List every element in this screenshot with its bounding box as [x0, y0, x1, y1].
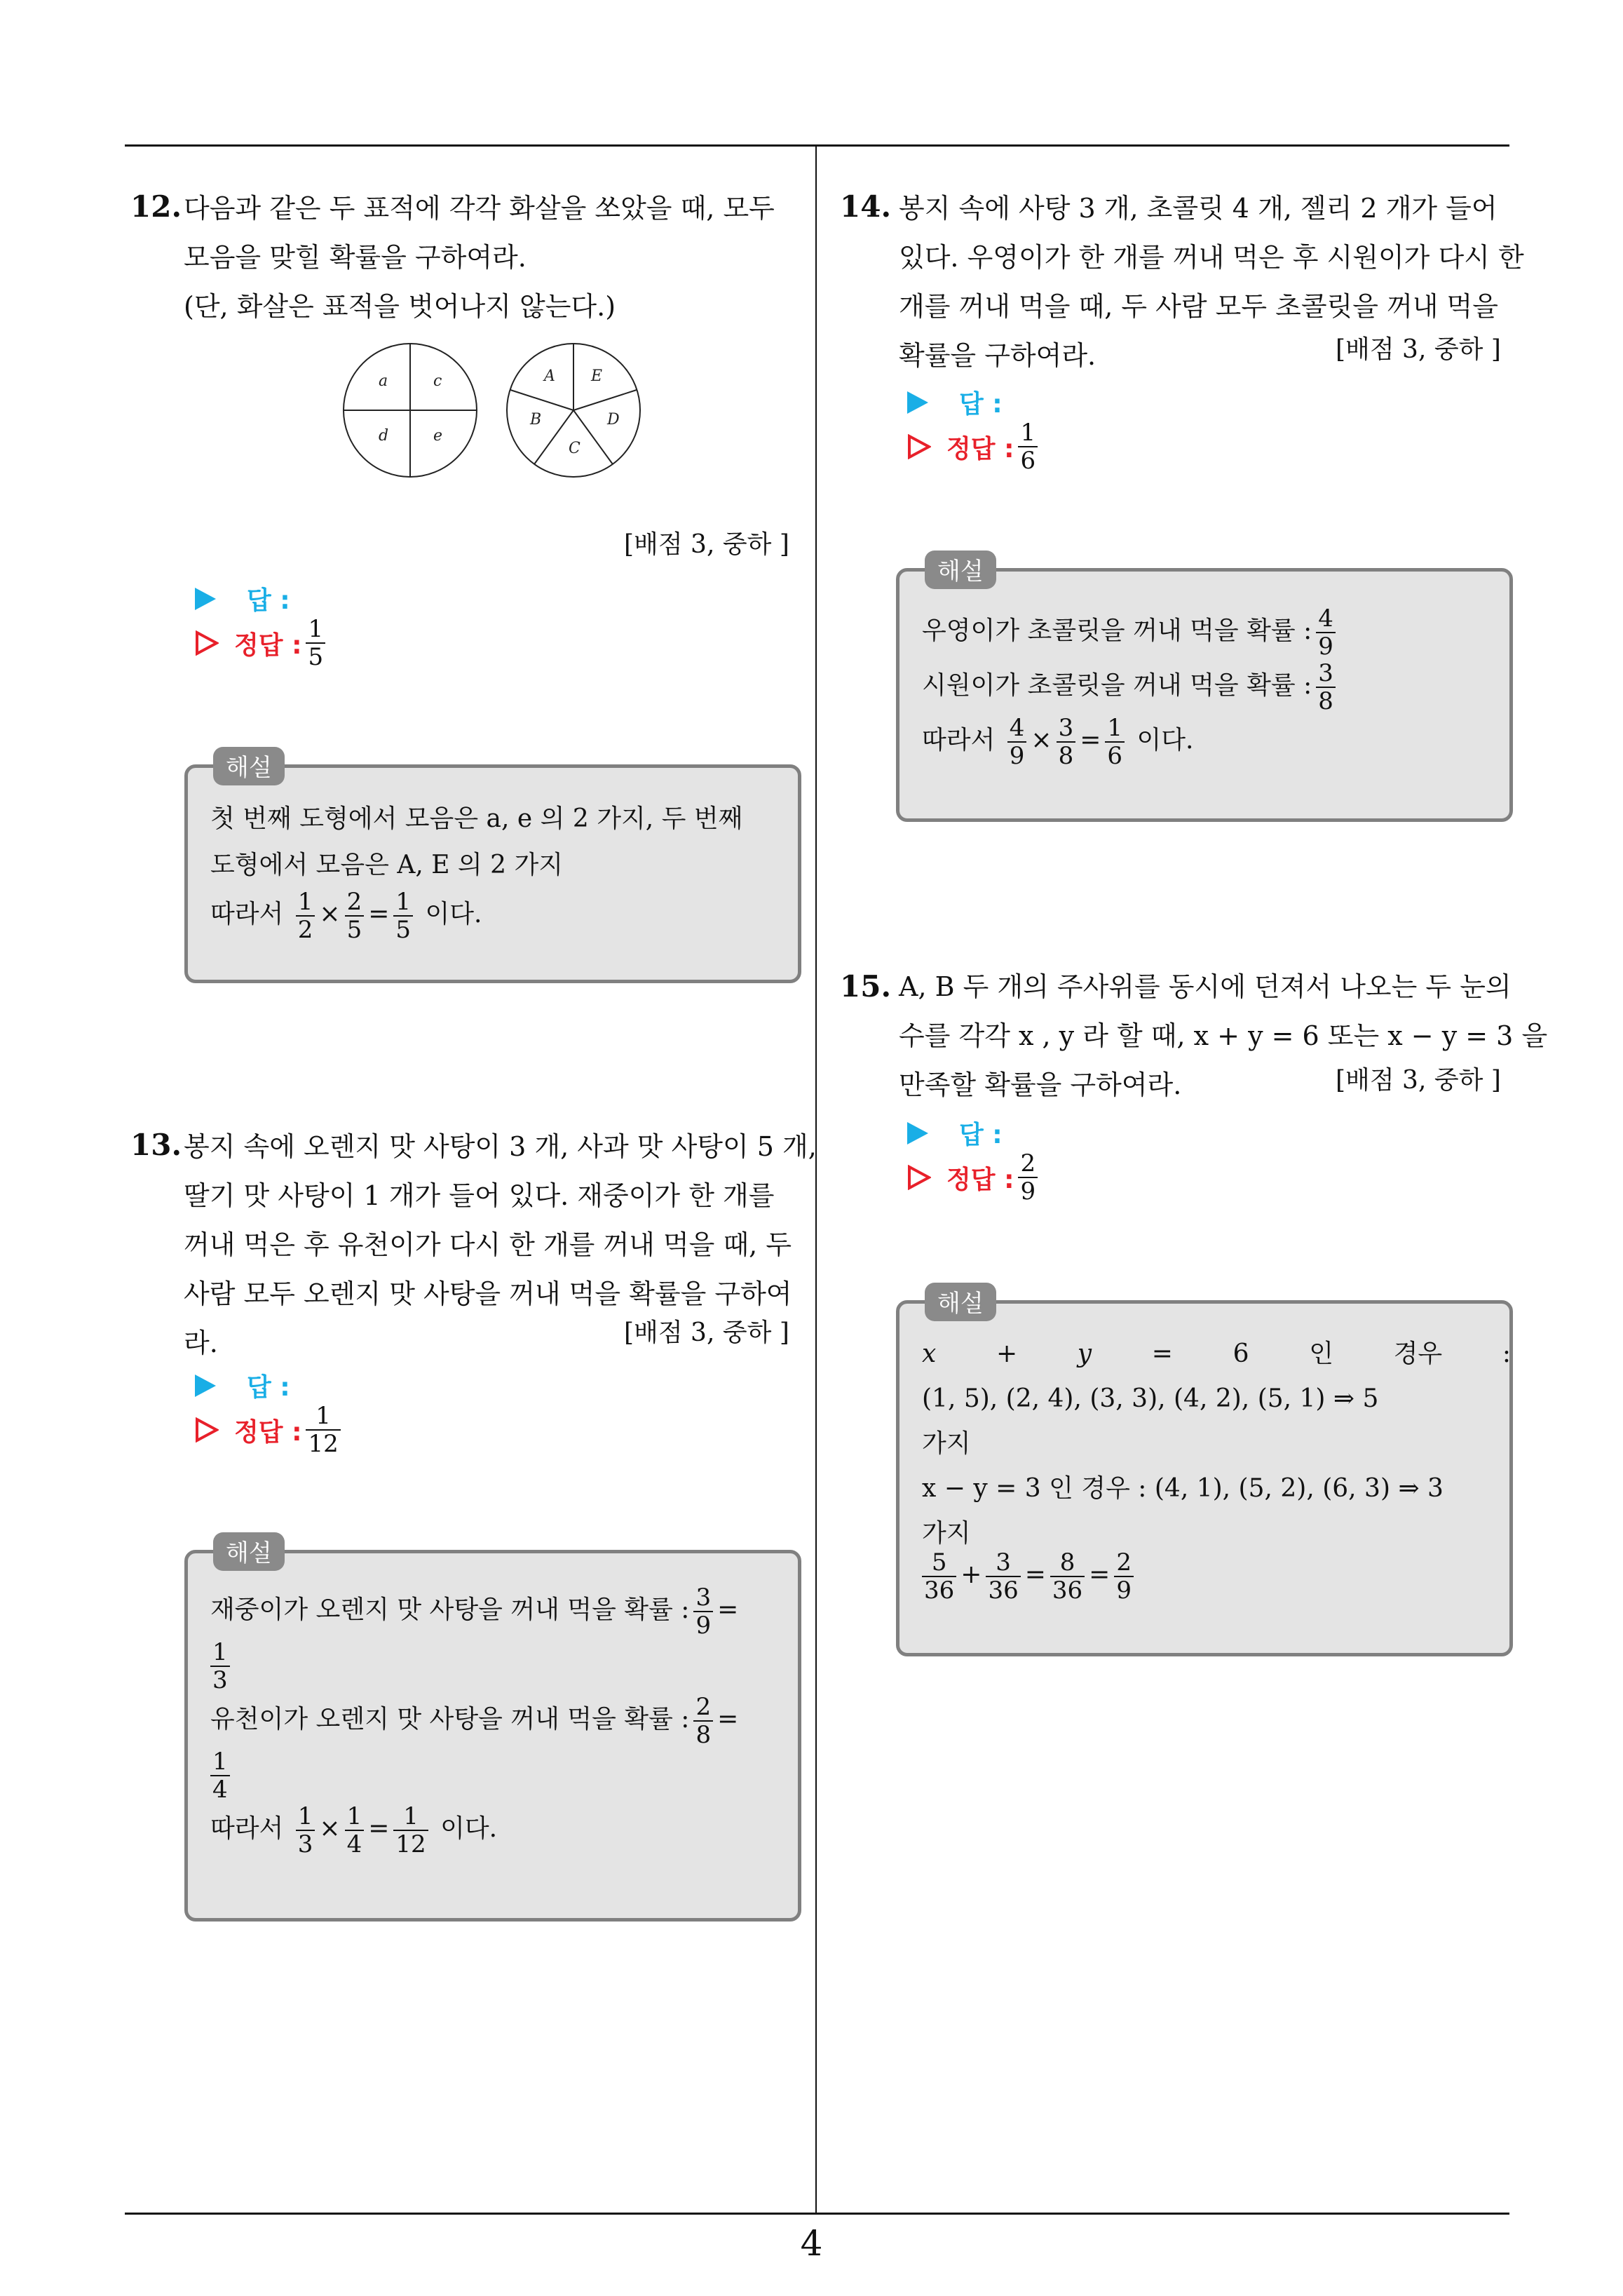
q15-expl-line-2: (1, 5), (2, 4), (3, 3), (4, 2), (5, 1) ⇒ 5 [922, 1384, 1379, 1413]
q14-correct-row [907, 419, 1042, 474]
q12-line-3: (단, 화살은 표적을 벗어나지 않는다.) [184, 291, 616, 322]
q12-targets [342, 342, 651, 482]
target-2 [507, 344, 640, 477]
q14-number: 14. [840, 189, 892, 224]
q12-line-1: 다음과 같은 두 표적에 각각 화살을 쏘았을 때, 모두 [184, 193, 775, 224]
q13-line-4: 사람 모두 오렌지 맛 사탕을 꺼내 먹을 확률을 구하여 [184, 1278, 792, 1309]
q15-points: [배점 3, 중하 ] [1336, 1066, 1501, 1095]
q13-line-5: 라. [184, 1328, 218, 1358]
q13-expl-line-2b: $\frac{1}{4}$ [210, 1748, 738, 1803]
q13-expl-line-2: 유천이가 오렌지 맛 사탕을 꺼내 먹을 확률 : $\frac{2}{8}$ = [210, 1693, 739, 1749]
q13-line-3: 꺼내 먹은 후 유천이가 다시 한 개를 꺼내 먹을 때, 두 [184, 1229, 792, 1260]
q13-explanation-box [184, 1539, 801, 1922]
q13-line-1: 봉지 속에 오렌지 맛 사탕이 3 개, 사과 맛 사탕이 5 개, [184, 1131, 817, 1162]
triangle-outline-icon [907, 434, 931, 459]
q12-line-2: 모음을 맞힐 확률을 구하여라. [184, 242, 527, 273]
triangle-filled-icon [907, 1122, 928, 1144]
q15-explanation-body [922, 1332, 1511, 1604]
q13-answer-fraction: $\frac{1}{12}$ [306, 1403, 340, 1457]
q15-expl-line-6: $\frac{5}{36}$ + $\frac{3}{36}$ = $\frac{8}{36}$ = $\frac{2}{9}$ [922, 1549, 1511, 1604]
bottom-rule [125, 2213, 1509, 2215]
q13-expl-line-1b: $\frac{1}{3}$ [210, 1639, 738, 1694]
q15-expl-line-1: x + y = 6 인 경우 : [922, 1339, 1511, 1368]
q12-explanation-body [210, 796, 742, 943]
q14-expl-line-1: 우영이가 초콜릿을 꺼내 먹을 확률 : $\frac{4}{9}$ [922, 605, 1340, 660]
q13-answer-label: 답 : [247, 1373, 290, 1402]
q13-correct-label: 정답 : [234, 1417, 302, 1447]
q12-explanation-box [184, 754, 801, 983]
triangle-filled-icon [907, 391, 928, 414]
q14-line-1: 봉지 속에 사탕 3 개, 초콜릿 4 개, 젤리 2 개가 들어 [899, 193, 1498, 224]
q13-expl-line-3: 따라서 $\frac{1}{3}$ × $\frac{1}{4}$ = $\frac{1}{12}$ 이다. [210, 1802, 498, 1858]
q12-correct-row [195, 616, 330, 670]
triangle-outline-icon [907, 1165, 931, 1190]
top-rule [125, 144, 1509, 147]
q14-explanation-tag: 해설 [925, 551, 996, 589]
q14-expl-line-2: 시원이가 초콜릿을 꺼내 먹을 확률 : $\frac{3}{8}$ [922, 660, 1340, 715]
q15-answer-row [907, 1115, 1003, 1151]
triangle-outline-icon [195, 630, 219, 656]
q12-number: 12. [130, 189, 182, 224]
q13-number: 13. [130, 1128, 182, 1162]
q15-answer-fraction: $\frac{2}{9}$ [1018, 1150, 1038, 1205]
q14-explanation-body [922, 605, 1340, 769]
target-1-e: e [433, 427, 443, 445]
q14-answer-fraction: $\frac{1}{6}$ [1018, 419, 1038, 474]
q12-text [184, 184, 775, 331]
target-1 [344, 344, 477, 477]
page-number: 4 [800, 2223, 823, 2264]
q14-points: [배점 3, 중하 ] [1336, 335, 1501, 364]
q15-explanation-tag: 해설 [925, 1283, 996, 1321]
target-2-D: D [607, 411, 620, 428]
q14-answer-label: 답 : [959, 390, 1003, 419]
target-2-C: C [569, 440, 580, 457]
triangle-filled-icon [195, 1375, 216, 1397]
q13-line-2: 딸기 맛 사탕이 1 개가 들어 있다. 재중이가 한 개를 [184, 1180, 775, 1211]
q15-line-2: 수를 각각 x , y 라 할 때, x + y = 6 또는 x − y = 3 을 [899, 1020, 1548, 1051]
q12-correct-label: 정답 : [234, 630, 302, 660]
target-1-a: a [379, 372, 388, 390]
q15-expl-line-5: 가지 [922, 1519, 971, 1548]
q12-explanation-tag: 해설 [213, 747, 285, 785]
q15-correct-label: 정답 : [946, 1165, 1014, 1194]
q12-expl-line-3: 따라서 $\frac{1}{2}$ × $\frac{2}{5}$ = $\frac{1}{5}$ 이다. [210, 888, 482, 944]
q12-expl-line-2: 도형에서 모음은 A, E 의 2 가지 [210, 851, 564, 879]
triangle-outline-icon [195, 1417, 219, 1443]
q14-expl-line-3: 따라서 $\frac{4}{9}$ × $\frac{3}{8}$ = $\frac{1}{6}$ 이다. [922, 714, 1194, 770]
target-1-c: c [433, 372, 442, 390]
q15-answer-label: 답 : [959, 1121, 1003, 1149]
target-2-B: B [530, 411, 542, 428]
q15-expl-line-4: x − y = 3 인 경우 : (4, 1), (5, 2), (6, 3) ⇒ 3 [922, 1474, 1444, 1503]
q15-line-3: 만족할 확률을 구하여라. [899, 1069, 1182, 1100]
target-1-d: d [379, 427, 389, 445]
q15-correct-row [907, 1150, 1042, 1205]
q13-explanation-body [210, 1584, 738, 1858]
q14-line-2: 있다. 우영이가 한 개를 꺼내 먹은 후 시원이가 다시 한 [899, 242, 1524, 273]
q15-line-1: A, B 두 개의 주사위를 동시에 던져서 나오는 두 눈의 [899, 971, 1512, 1002]
q12-answer-label: 답 : [247, 586, 290, 615]
q15-expl-line-3: 가지 [922, 1429, 971, 1458]
q13-points: [배점 3, 중하 ] [624, 1318, 789, 1347]
q14-line-3: 개를 꺼내 먹을 때, 두 사람 모두 초콜릿을 꺼내 먹을 [899, 291, 1498, 322]
triangle-filled-icon [195, 588, 216, 610]
q13-explanation-tag: 해설 [213, 1532, 285, 1571]
q12-points: [배점 3, 중하 ] [624, 530, 789, 559]
q12-answer-fraction: $\frac{1}{5}$ [306, 616, 325, 670]
q12-expl-line-1: 첫 번째 도형에서 모음은 a, e 의 2 가지, 두 번째 [210, 804, 743, 833]
q14-explanation-box [896, 558, 1513, 822]
q15-explanation-box [896, 1290, 1513, 1656]
q13-answer-row [195, 1368, 290, 1403]
q12-answer-row [195, 581, 290, 616]
q14-line-4: 확률을 구하여라. [899, 340, 1096, 371]
q14-correct-label: 정답 : [946, 434, 1014, 464]
q13-correct-row [195, 1403, 345, 1457]
q14-answer-row [907, 384, 1003, 420]
q13-expl-line-1: 재중이가 오렌지 맛 사탕을 꺼내 먹을 확률 : $\frac{3}{9}$ = [210, 1583, 739, 1640]
target-2-E: E [591, 367, 603, 385]
target-2-A: A [544, 367, 555, 385]
q15-number: 15. [840, 969, 892, 1004]
